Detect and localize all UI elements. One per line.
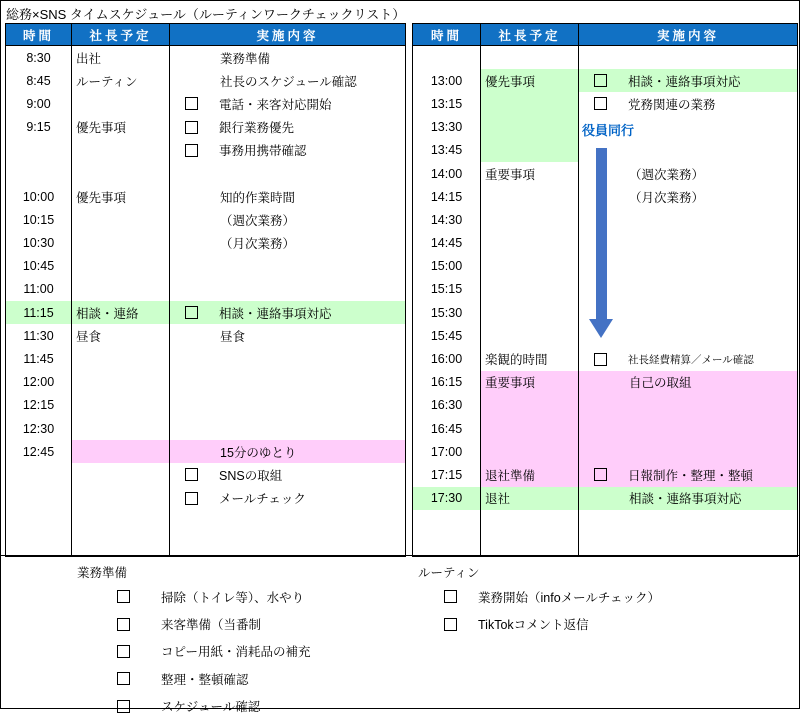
schedule-row: [6, 278, 405, 301]
task-cell: [170, 185, 405, 208]
plan-cell: [72, 255, 170, 278]
task-cell: [579, 255, 797, 278]
checklist-item-label: TikTokコメント返信: [478, 618, 589, 633]
checkbox[interactable]: [594, 97, 607, 110]
task-cell: [170, 463, 405, 486]
task-label: 日報制作・整理・整頓: [628, 468, 754, 483]
plan-cell: [481, 301, 579, 324]
plan-cell: [481, 116, 579, 139]
time-cell: 15:15: [413, 278, 481, 301]
task-cell: [170, 116, 405, 139]
plan-cell: [481, 533, 579, 556]
plan-cell: [481, 417, 579, 440]
checkbox[interactable]: [594, 468, 607, 481]
plan-cell: [481, 324, 579, 347]
down-arrow-head-icon: [589, 319, 613, 338]
plan-cell: [72, 371, 170, 394]
time-cell: 17:15: [413, 463, 481, 486]
routine-checklist: [418, 561, 660, 638]
plan-cell: [72, 139, 170, 162]
task-label: 相談・連絡事項対応: [629, 492, 742, 507]
task-cell: [579, 510, 797, 533]
schedule-row: [413, 440, 797, 463]
plan-cell: 重要事項: [481, 162, 579, 185]
plan-cell: 昼食: [72, 324, 170, 347]
routine-heading: ルーティン: [418, 566, 480, 580]
task-cell: [579, 533, 797, 556]
schedule-row: [6, 371, 405, 394]
schedule-row: [6, 347, 405, 370]
column-header: 時間: [6, 24, 72, 45]
plan-cell: [481, 255, 579, 278]
checkbox[interactable]: [185, 468, 198, 481]
time-cell: 16:15: [413, 371, 481, 394]
schedule-row: [413, 46, 797, 69]
time-cell: [413, 533, 481, 556]
checkbox[interactable]: [594, 353, 607, 366]
schedule-row: [6, 232, 405, 255]
plan-cell: [72, 278, 170, 301]
schedule-row: [6, 208, 405, 231]
plan-cell: 優先事項: [72, 185, 170, 208]
plan-cell: [481, 278, 579, 301]
time-cell: 8:45: [6, 69, 72, 92]
schedule-row: [6, 92, 405, 115]
schedule-row: [6, 510, 405, 533]
plan-cell: [481, 46, 579, 69]
task-cell: [170, 232, 405, 255]
morning-schedule-table: [5, 23, 406, 557]
time-cell: [413, 46, 481, 69]
task-cell: [170, 487, 405, 510]
executive-accompany-note: 役員同行: [582, 123, 635, 138]
section-divider: [1, 555, 800, 556]
time-cell: 13:00: [413, 69, 481, 92]
time-cell: [413, 510, 481, 533]
time-cell: 12:00: [6, 371, 72, 394]
plan-cell: 退社: [481, 487, 579, 510]
task-cell: [579, 417, 797, 440]
time-cell: 16:30: [413, 394, 481, 417]
time-cell: 14:30: [413, 208, 481, 231]
task-label: 自己の取組: [629, 376, 692, 391]
time-cell: 11:00: [6, 278, 72, 301]
column-header: 時間: [413, 24, 481, 45]
plan-cell: [72, 463, 170, 486]
time-cell: 11:45: [6, 347, 72, 370]
checkbox[interactable]: [444, 590, 457, 603]
task-cell: [170, 417, 405, 440]
column-header: 社長予定: [481, 24, 579, 45]
task-cell: [579, 232, 797, 255]
time-cell: 16:00: [413, 347, 481, 370]
work-prep-heading: 業務準備: [77, 566, 128, 580]
checkbox[interactable]: [117, 672, 130, 685]
checklist-item: [77, 583, 311, 610]
time-cell: 10:45: [6, 255, 72, 278]
checkbox[interactable]: [117, 590, 130, 603]
task-cell: [170, 371, 405, 394]
checklist-item: [418, 610, 660, 637]
task-cell: [579, 92, 797, 115]
checklist-item-label: 掃除（トイレ等）、水やり: [161, 590, 305, 605]
plan-cell: 優先事項: [481, 69, 579, 92]
plan-cell: 出社: [72, 46, 170, 69]
schedule-row: [413, 463, 797, 486]
task-cell: [579, 69, 797, 92]
schedule-row: [6, 324, 405, 347]
task-label: 昼食: [220, 329, 246, 344]
plan-cell: [72, 162, 170, 185]
time-cell: 15:00: [413, 255, 481, 278]
checkbox[interactable]: [117, 618, 130, 631]
task-label: 電話・来客対応開始: [219, 97, 332, 112]
task-cell: [170, 347, 405, 370]
schedule-row: [6, 394, 405, 417]
task-cell: [579, 487, 797, 510]
schedule-row: [6, 417, 405, 440]
schedule-row: [6, 162, 405, 185]
time-cell: 15:45: [413, 324, 481, 347]
plan-cell: [481, 92, 579, 115]
plan-cell: [72, 487, 170, 510]
checkbox[interactable]: [117, 700, 130, 713]
plan-cell: 退社準備: [481, 463, 579, 486]
time-cell: 16:45: [413, 417, 481, 440]
task-cell: [170, 394, 405, 417]
plan-cell: [481, 185, 579, 208]
plan-cell: [72, 92, 170, 115]
task-label: メールチェック: [219, 492, 306, 507]
task-label: 知的作業時間: [220, 190, 296, 205]
plan-cell: [481, 394, 579, 417]
task-label: 15分のゆとり: [220, 445, 297, 460]
plan-cell: [72, 510, 170, 533]
time-cell: 10:30: [6, 232, 72, 255]
task-label: 社長のスケジュール確認: [220, 74, 357, 89]
checklist-item-label: スケジュール確認: [161, 700, 261, 715]
afternoon-schedule-table: [412, 23, 798, 557]
task-cell: [579, 278, 797, 301]
time-cell: 15:30: [413, 301, 481, 324]
schedule-row: [6, 533, 405, 556]
task-label: 社長経費精算／メール確認: [628, 353, 754, 366]
time-cell: 13:30: [413, 116, 481, 139]
plan-cell: 優先事項: [72, 116, 170, 139]
task-label: （月次業務）: [220, 237, 296, 252]
time-cell: 11:15: [6, 301, 72, 324]
task-cell: [170, 510, 405, 533]
task-cell: [170, 46, 405, 69]
schedule-row: [6, 301, 405, 324]
task-label: SNSの取組: [219, 468, 283, 483]
checklist-item: [77, 693, 311, 720]
task-cell: [170, 255, 405, 278]
task-cell: [579, 394, 797, 417]
time-cell: 17:00: [413, 440, 481, 463]
checklist-item: [77, 610, 311, 637]
schedule-row: [6, 69, 405, 92]
task-cell: [170, 440, 405, 463]
checklist-item-label: 来客準備（当番制: [161, 618, 262, 633]
plan-cell: [72, 208, 170, 231]
schedule-row: [413, 394, 797, 417]
time-cell: 12:30: [6, 417, 72, 440]
column-header: 社長予定: [72, 24, 170, 45]
task-label: （週次業務）: [629, 167, 705, 182]
task-label: （月次業務）: [629, 190, 705, 205]
plan-cell: [72, 394, 170, 417]
schedule-row: [413, 510, 797, 533]
task-cell: [579, 208, 797, 231]
plan-cell: 相談・連絡: [72, 301, 170, 324]
task-cell: [170, 92, 405, 115]
schedule-row: [6, 487, 405, 510]
checkbox[interactable]: [185, 306, 198, 319]
schedule-row: [6, 440, 405, 463]
schedule-row: [413, 487, 797, 510]
plan-cell: 重要事項: [481, 371, 579, 394]
time-cell: [6, 139, 72, 162]
checklist-item-label: 業務開始（infoメールチェック）: [478, 590, 661, 605]
schedule-row: [413, 92, 797, 115]
checklist-item: [418, 583, 660, 610]
schedule-row: [6, 255, 405, 278]
schedule-row: [6, 116, 405, 139]
task-cell: [579, 46, 797, 69]
task-cell: [170, 324, 405, 347]
plan-cell: [72, 347, 170, 370]
plan-cell: [481, 510, 579, 533]
time-cell: 10:00: [6, 185, 72, 208]
time-cell: [6, 533, 72, 556]
time-cell: 14:45: [413, 232, 481, 255]
plan-cell: [72, 232, 170, 255]
checklist-item-label: 整理・整頓確認: [161, 672, 249, 687]
checkbox[interactable]: [185, 97, 198, 110]
task-cell: [579, 162, 797, 185]
task-label: 事務用携帯確認: [219, 144, 307, 159]
task-cell: [170, 162, 405, 185]
time-cell: [6, 463, 72, 486]
time-cell: 13:45: [413, 139, 481, 162]
task-cell: [579, 463, 797, 486]
checkbox[interactable]: [185, 492, 198, 505]
schedule-row: [413, 347, 797, 370]
schedule-row: [6, 463, 405, 486]
plan-cell: 楽観的時間: [481, 347, 579, 370]
task-cell: [170, 533, 405, 556]
checklist-item: [77, 638, 311, 665]
schedule-row: [413, 417, 797, 440]
task-label: （週次業務）: [220, 213, 296, 228]
time-cell: 12:15: [6, 394, 72, 417]
checkbox[interactable]: [185, 121, 198, 134]
time-cell: 12:45: [6, 440, 72, 463]
time-cell: 8:30: [6, 46, 72, 69]
task-cell: [579, 371, 797, 394]
schedule-row: [6, 46, 405, 69]
task-label: 銀行業務優先: [219, 121, 295, 136]
time-cell: 10:15: [6, 208, 72, 231]
task-cell: [170, 69, 405, 92]
checkbox[interactable]: [185, 144, 198, 157]
time-cell: 17:30: [413, 487, 481, 510]
time-cell: 9:15: [6, 116, 72, 139]
task-cell: [579, 185, 797, 208]
plan-cell: [481, 232, 579, 255]
task-cell: [579, 347, 797, 370]
checklist-item-label: コピー用紙・消耗品の補充: [161, 645, 311, 660]
work-prep-checklist: [77, 561, 311, 720]
plan-cell: [72, 533, 170, 556]
schedule-row: [413, 69, 797, 92]
plan-cell: [481, 440, 579, 463]
checklist-item: [77, 665, 311, 692]
task-cell: [579, 440, 797, 463]
plan-cell: [72, 440, 170, 463]
schedule-row: [413, 371, 797, 394]
schedule-row: [6, 185, 405, 208]
plan-cell: [481, 208, 579, 231]
time-cell: 14:00: [413, 162, 481, 185]
task-cell: [170, 208, 405, 231]
column-header: 実施内容: [656, 28, 719, 43]
task-label: 相談・連絡事項対応: [628, 74, 741, 89]
schedule-row: [413, 533, 797, 556]
column-header: 実施内容: [256, 28, 319, 43]
checkbox[interactable]: [117, 645, 130, 658]
time-cell: [6, 162, 72, 185]
checkbox[interactable]: [594, 74, 607, 87]
task-cell: [579, 139, 797, 162]
plan-cell: ルーティン: [72, 69, 170, 92]
time-cell: [6, 487, 72, 510]
time-cell: 14:15: [413, 185, 481, 208]
task-label: 業務準備: [220, 51, 271, 66]
time-cell: 11:30: [6, 324, 72, 347]
table-header-row: [413, 24, 797, 46]
time-cell: [6, 510, 72, 533]
time-cell: 13:15: [413, 92, 481, 115]
plan-cell: [481, 139, 579, 162]
page-title: 総務×SNS タイムスケジュール（ルーティンワークチェックリスト）: [6, 7, 406, 22]
table-header-row: [6, 24, 405, 46]
task-cell: [170, 278, 405, 301]
task-cell: [170, 139, 405, 162]
task-label: 党務関連の業務: [628, 97, 716, 112]
time-cell: 9:00: [6, 92, 72, 115]
down-arrow-icon: [596, 148, 607, 320]
plan-cell: [72, 417, 170, 440]
task-label: 相談・連絡事項対応: [219, 306, 332, 321]
schedule-row: [6, 139, 405, 162]
task-cell: [170, 301, 405, 324]
checkbox[interactable]: [444, 618, 457, 631]
